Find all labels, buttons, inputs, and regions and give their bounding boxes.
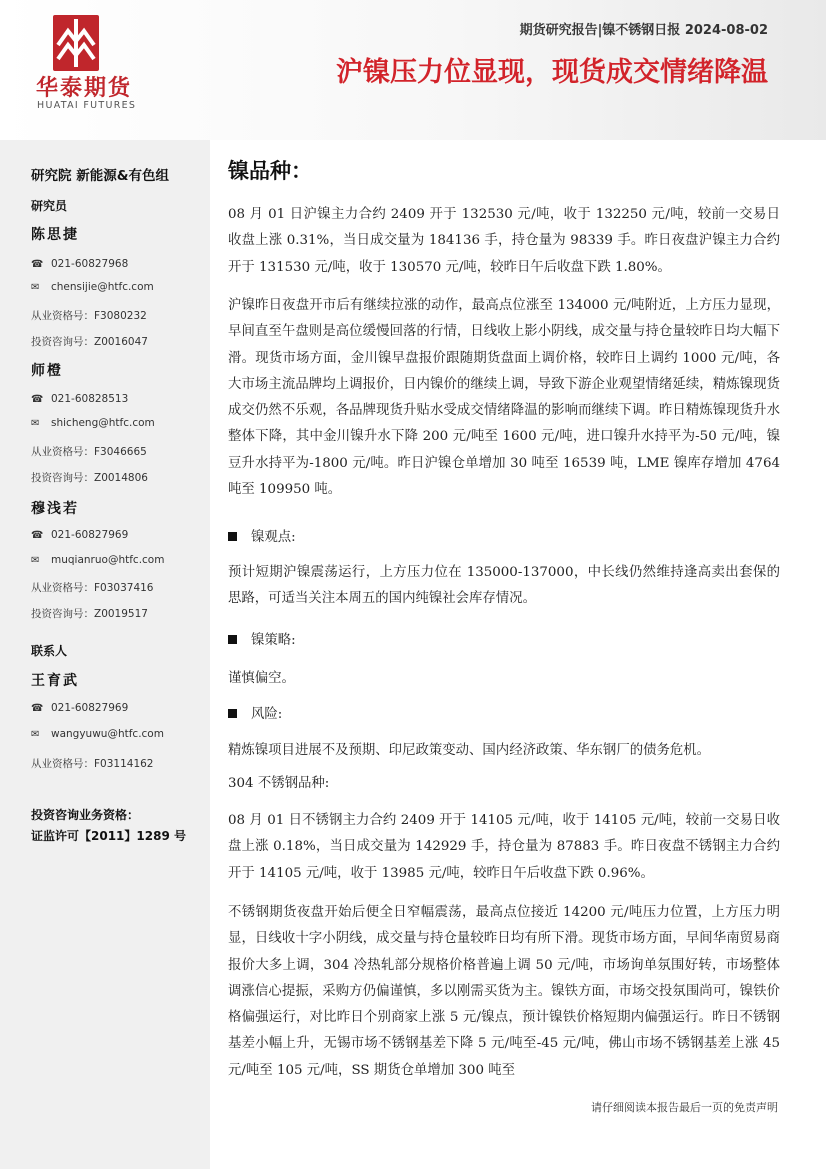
researcher-email[interactable]: ✉ shicheng@htfc.com bbox=[31, 417, 155, 429]
researcher-consult-id: 投资咨询号：Z0014806 bbox=[31, 472, 148, 484]
contact-email[interactable]: ✉ wangyuwu@htfc.com bbox=[31, 728, 164, 740]
phone-icon: ☎ bbox=[31, 394, 44, 405]
department: 研究院 新能源&有色组 bbox=[31, 168, 169, 184]
paragraph-stainless-market: 不锈钢期货夜盘开始后便全日窄幅震荡，最高点位接近 14200 元/吨压力位置，上方压力明显，日线收十字小阴线，成交量与持仓量较昨日均有所下滑。现货市场方面，早间华南贸易商报价大多上调，304 冷热轧部分规格价格普遍上调 50 元/吨，市场询单氛围好转，市场整体调涨信心提振，采购方仍偏谨慎，多以刚需买货为主。镍铁方面，市场交投氛围尚可，镍铁价格偏强运行，对比昨日个别商家上涨 5 元/镍点，预计镍铁价格短期内偏强运行。昨日不锈钢基差小幅上升，无锡市场不锈钢基差下降 5 元/吨至-45 元/吨，佛山市场不锈钢基差上涨 45 元/吨至 105 元/吨，SS 期货仓单增加 300 吨至 bbox=[228, 905, 780, 1078]
logo-text-cn: 华泰期货 bbox=[36, 76, 133, 101]
paragraph-nickel-futures: 08 月 01 日沪镍主力合约 2409 开于 132530 元/吨，收于 132250 元/吨，较前一交易日收盘上涨 0.31%，当日成交量为 184136 手，持仓量为 98339 手。昨日夜盘沪镍主力合约开于 131530 元/吨，收于 130570 元/吨，较昨日午后收盘下跌 1.80%。 bbox=[228, 207, 780, 275]
email-icon: ✉ bbox=[31, 555, 40, 566]
researcher-phone: ☎ 021-60827969 bbox=[31, 529, 129, 541]
report-header bbox=[0, 0, 826, 140]
researcher-email[interactable]: ✉ muqianruo@htfc.com bbox=[31, 554, 165, 566]
researcher-consult-id: 投资咨询号：Z0019517 bbox=[31, 608, 148, 620]
researcher-license: 从业资格号：F03037416 bbox=[31, 582, 154, 594]
researcher-consult-id: 投资咨询号：Z0016047 bbox=[31, 336, 148, 348]
bullet-square-icon bbox=[228, 709, 237, 718]
phone-icon: ☎ bbox=[31, 703, 44, 714]
contact-phone: ☎ 021-60827969 bbox=[31, 702, 129, 714]
footer-disclaimer: 请仔细阅读本报告最后一页的免责声明 bbox=[591, 1101, 778, 1114]
researcher-license: 从业资格号：F3046665 bbox=[31, 446, 147, 458]
researcher-phone: ☎ 021-60827968 bbox=[31, 258, 129, 270]
researcher-email[interactable]: ✉ chensijie@htfc.com bbox=[31, 281, 154, 293]
analyst-sidebar bbox=[0, 140, 210, 1169]
bullet-square-icon bbox=[228, 532, 237, 541]
researcher-name: 穆浅若 bbox=[31, 501, 79, 517]
paragraph-risk: 精炼镍项目进展不及预期、印尼政策变动、国内经济政策、华东钢厂的债务危机。 bbox=[228, 743, 711, 758]
section-title: 镍品种： bbox=[228, 159, 312, 183]
qualification-license: 证监许可【2011】1289 号 bbox=[31, 829, 186, 843]
bullet-nickel-view: 镍观点: bbox=[228, 526, 296, 545]
researcher-label: 研究员 bbox=[31, 199, 68, 213]
bullet-square-icon bbox=[228, 635, 237, 644]
contact-license: 从业资格号：F03114162 bbox=[31, 758, 154, 770]
bullet-risk: 风险: bbox=[228, 703, 282, 722]
paragraph-nickel-view: 预计短期沪镍震荡运行，上方压力位在 135000-137000，中长线仍然维持逢高卖出套保的思路，可适当关注本周五的国内纯镍社会库存情况。 bbox=[228, 565, 780, 607]
paragraph-nickel-strategy: 谨慎偏空。 bbox=[228, 671, 295, 686]
qualification-label: 投资咨询业务资格： bbox=[31, 808, 140, 822]
phone-icon: ☎ bbox=[31, 259, 44, 270]
report-meta: 期货研究报告|镍不锈钢日报 2024-08-02 bbox=[519, 23, 768, 38]
huatai-logo-icon bbox=[53, 15, 99, 71]
bullet-nickel-strategy: 镍策略: bbox=[228, 629, 296, 648]
report-title: 沪镍压力位显现，现货成交情绪降温 bbox=[336, 57, 768, 88]
researcher-name: 陈思捷 bbox=[31, 227, 79, 243]
contact-name: 王育武 bbox=[31, 673, 79, 689]
researcher-phone: ☎ 021-60828513 bbox=[31, 393, 129, 405]
stainless-section-label: 304 不锈钢品种: bbox=[228, 776, 330, 791]
email-icon: ✉ bbox=[31, 729, 40, 740]
logo-text-en: HUATAI FUTURES bbox=[37, 100, 137, 111]
email-icon: ✉ bbox=[31, 418, 40, 429]
researcher-name: 师橙 bbox=[31, 363, 63, 379]
paragraph-nickel-market: 沪镍昨日夜盘开市后有继续拉涨的动作，最高点位涨至 134000 元/吨附近，上方压力显现，早间直至午盘则是高位缓慢回落的行情，日线收上影小阴线，成交量与持仓量较昨日均大幅下滑。现货市场方面，金川镍早盘报价跟随期货盘面上调价格，较昨日上调约 1000 元/吨，各大市场主流品牌均上调报价，日内镍价的继续上调，导致下游企业观望情绪延续，精炼镍现货成交仍然不乐观，各品牌现货升贴水受成交情绪降温的影响而继续下调。昨日精炼镍现货升水整体下降，其中金川镍升水下降 200 元/吨至 1600 元/吨，进口镍升水持平为-50 元/吨，镍豆升水持平为-1800 元/吨。昨日沪镍仓单增加 30 吨至 16539 吨，LME 镍库存增加 4764 吨至 109950 吨。 bbox=[228, 298, 780, 498]
phone-icon: ☎ bbox=[31, 530, 44, 541]
researcher-license: 从业资格号：F3080232 bbox=[31, 310, 147, 322]
email-icon: ✉ bbox=[31, 282, 40, 293]
contact-label: 联系人 bbox=[31, 644, 68, 658]
paragraph-stainless-futures: 08 月 01 日不锈钢主力合约 2409 开于 14105 元/吨，收于 14105 元/吨，较前一交易日收盘上涨 0.18%，当日成交量为 142929 手，持仓量为 87883 手。昨日夜盘不锈钢主力合约开于 14105 元/吨，收于 13985 元/吨，较昨日午后收盘下跌 0.96%。 bbox=[228, 813, 780, 881]
